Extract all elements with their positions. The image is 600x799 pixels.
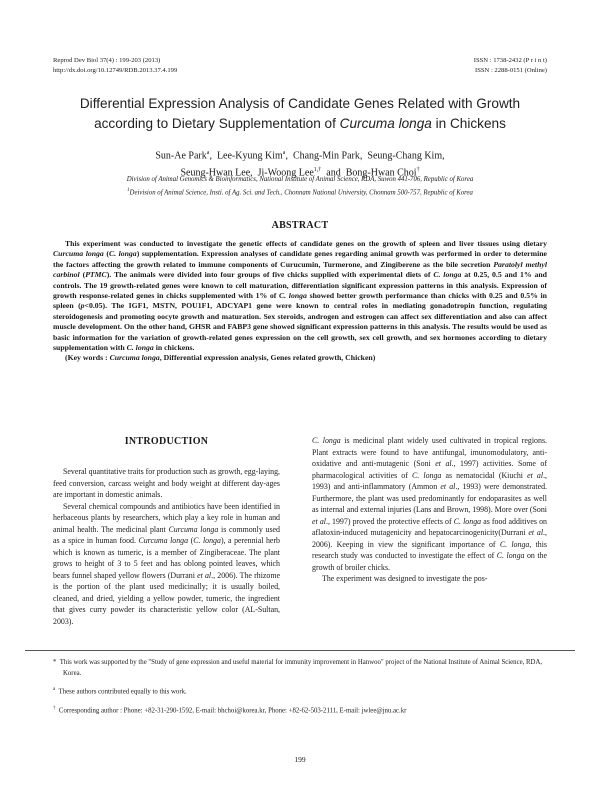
intro-paragraph-2-continued [312, 435, 547, 573]
abstract-italic: C. longa [126, 343, 154, 353]
affiliation-1: Division of Animal Genomics & Bioinformatics, National Institute of Animal Science, RDA, Suwon 441-706, Republic of Korea [126, 176, 474, 183]
footnote-mark: † [53, 705, 56, 711]
footnote-mark: a [53, 687, 56, 692]
author: Seung-Chang Kim, [367, 150, 445, 162]
intro-text: as food additives on aflatoxin-induced mutagenicity and hepatocarcinogenicity(Durrani [312, 516, 548, 537]
abstract-italic: Paratolyl methyl carbinol [53, 259, 547, 280]
intro-text: as nematocidal (Kiuchi [441, 470, 528, 480]
intro-italic: et al [197, 570, 212, 580]
intro-text: ., 1993) were demonstrated. Furthermore, the plant was used predominantly for endoparasites as well as internal and external injuries (Lans and Brown, 1998). More over (Soni [312, 482, 547, 514]
abstract-text: showed better growth performance than chicks with 0.25 and 0.5% in spleen ( [53, 291, 547, 311]
intro-italic: et al [528, 528, 544, 537]
intro-text: ., 2006). Keeping in view the significant importance of [312, 528, 547, 549]
intro-italic: et al [435, 459, 452, 468]
footnote-text: These authors contributed equally to this work. [58, 688, 187, 696]
intro-italic: C. longa [496, 551, 525, 560]
title-line-1: Differential Expression Analysis of Candidate Genes Related with Growth [79, 96, 521, 111]
abstract-heading: ABSTRACT [271, 220, 329, 231]
author: Seung-Hwan Lee, [180, 167, 253, 179]
journal-citation: Reprod Dev Biol 37(4) : 199-203 (2013) [53, 57, 161, 64]
abstract-text: This experiment was conducted to investigate the genetic effects of candidate genes on the growth of spleen and liver tissues using dietary [65, 239, 547, 248]
abstract-italic: C. longa [108, 249, 137, 259]
keywords-text: , Differential expression analysis, Genes related growth, Chicken) [159, 353, 376, 363]
abstract-italic: PTMC [85, 270, 107, 280]
abstract-text: in chickens. [153, 343, 195, 353]
intro-paragraph-2 [53, 501, 280, 628]
title-text-end: in Chickens [431, 116, 506, 131]
footnote-corresponding [53, 704, 553, 717]
footnote-equal-contribution [53, 685, 553, 698]
title-species: Curcuma longa [339, 116, 432, 131]
keywords-italic: Curcuma longa [109, 353, 160, 363]
abstract-body [53, 239, 547, 364]
affiliation-2 [40, 186, 560, 199]
intro-text: ., 1997) activities. Some of pharmacological activities of [312, 459, 548, 480]
intro-italic: C. longa [453, 516, 482, 526]
footnotes [53, 658, 553, 723]
intro-text: , this research study was conducted to investigate the effect of [312, 539, 547, 560]
journal-header-right [474, 56, 547, 76]
abstract-text: at 0.25, 0.5 and 1% and controls. The 19 growth-related genes were known to cell maturation, differentiation significant expression patterns in this analysis. Expression of growth response-related genes in chicks supplemented with 1% of [53, 270, 547, 301]
abstract-text: <0.05). The IGF1, MSTN, POU1F1, ADCYAP1 gene were known to central roles in mediating gonadotropin function, regulating steroidogenesis and promoting oocyte growth and maturation. Sex steroids, androgen and estrogen can affect sex differentiation and also can affect muscle development. On the other hand, GHSR and FABP3 gene showed significant expression patterns in this analysis. The results would be used as basic information for the variation of growth-related genes expression on the cell growth, sex cell growth, and sex hormones according to dietary supplementation with [53, 301, 547, 353]
author: Sun-Ae Park [155, 150, 207, 162]
author: Chang-Min Park [292, 150, 360, 162]
intro-text: ., 1993) and anti-inflammatory (Ammon [312, 470, 548, 491]
intro-text: is medicinal plant widely used cultivated in tropical regions. Plant extracts were found to have antifungal, imunomodulatory, anti-oxidative and anti-mutagenic (Soni [312, 436, 547, 468]
footnote-funding [53, 658, 553, 679]
intro-text: is commonly used as a spice in human food. [53, 524, 280, 545]
abstract-italic: p [80, 301, 85, 311]
footnote-divider [25, 650, 575, 651]
right-column [312, 435, 547, 585]
keywords [53, 353, 547, 363]
intro-italic: et al [527, 470, 544, 480]
intro-italic: C. longa [412, 470, 442, 480]
intro-text: ), a perennial herb which is known as tumeric, is a member of Zingiberaceae. The plant grows to height of 3 to 5 feet and has oblong pointed leaves, which bears funnel shaped yellow flowers (Durrani [53, 536, 280, 580]
page-number: 199 [294, 755, 306, 764]
abstract-text: ( [103, 249, 109, 259]
abstract-text: ( [79, 270, 86, 280]
left-column [53, 466, 280, 627]
abstract-paragraph [53, 239, 547, 353]
intro-paragraph-3: The experiment was designed to investigate the pos- [322, 574, 488, 583]
abstract-text: ) supplementation. Expression analyses of candidate genes regarding animal growth was performed in order to determine the factors affecting the growth related to immune components of Curucumin, Turmerone, and Zingiberene as the bile secretion [53, 249, 547, 269]
intro-paragraph-1: Several quantitative traits for production such as growth, egg-laying, feed conversion, carcass weight and body weight at different day-ages are important in domestic animals. [53, 467, 280, 499]
doi-link[interactable]: http://dx.doi.org/10.12749/RDB.2013.37.4.199 [53, 67, 178, 74]
journal-header-left [53, 56, 177, 76]
intro-italic: et al [312, 516, 326, 526]
abstract-italic: C. longa [279, 291, 307, 301]
author-and: and [326, 167, 341, 179]
intro-text: on the growth of broiler chicks. [312, 551, 547, 572]
abstract-italic: C. longa [433, 270, 462, 280]
author-sup: † [416, 167, 420, 174]
author-line-1: Sun-Ae Park$^a$, Lee-Kyung Kim$^a$, Chang-Min Park, Seung-Chang Kim, [155, 150, 445, 162]
issn-online: ISSN : 2288-0151 (Online) [475, 67, 547, 74]
author: Bong-Hwan Choi [345, 167, 417, 179]
intro-italic: Curcuma longa [138, 536, 189, 545]
intro-italic: C. longa [499, 539, 530, 549]
issn-print: ISSN : 1738-2432 (P r i n t) [473, 57, 547, 64]
keywords-label: (Key words : [65, 353, 110, 363]
intro-italic: C. longa [193, 536, 221, 545]
author: Lee-Kyung Kim [216, 150, 283, 162]
intro-text: ., 2006). The rhizome is the portion of the plant used medicinally; it is usually boiled, cleaned, and dried, yielding a yellow powder, tumeric, the ingredient that gives curry powder its characteristic yellow color (AL-Sultan, 2003). [53, 570, 280, 626]
affiliation-sup: 1 [127, 187, 130, 193]
affiliation-2-text: Deivision of Animal Science, Insti. of Ag. Sci. and Tech., Chonnam National University, Chonnam 500-757, Republic of Korea [129, 188, 473, 196]
intro-text: Several chemical compounds and antibiotics have been identified in herbaceous plants by researchers, which play a key role in human and animal health. The medicinal plant [53, 501, 280, 534]
footnote-mark: * [53, 659, 57, 666]
intro-italic: C. longa [312, 436, 341, 445]
title-text: according to Dietary Supplementation of [94, 116, 340, 131]
paper-title [40, 94, 560, 134]
intro-italic: Curcuma longa [168, 524, 219, 534]
intro-italic: et al [440, 482, 456, 491]
intro-text: ., 1997) proved the protective effects of [325, 516, 454, 526]
author: Ji-Woong Lee [257, 167, 314, 179]
author-sup: a [206, 150, 210, 156]
author-sup: a [282, 150, 286, 156]
intro-text: ( [188, 536, 194, 545]
author-sup: 1,† [313, 167, 322, 174]
abstract-text: ). The animals were divided into four groups of five chicks supplied with experimental diets of [106, 270, 434, 280]
abstract-italic: Curcuma longa [53, 249, 104, 259]
footnote-text: Corresponding author : Phone: +82-31-290-1592, E-mail: bhchoi@korea.kr, Phone: +82-62-503-2111, E-mail: jwlee@jnu.ac.kr [58, 707, 407, 715]
title-line-2 [40, 114, 560, 134]
affiliations [40, 175, 560, 198]
introduction-heading: INTRODUCTION [124, 436, 209, 447]
footnote-text: This work was supported by the "Study of gene expression and useful material for immunity improvement in Hanwoo" project of the National Institute of Animal Science, RDA, Korea. [59, 659, 543, 677]
